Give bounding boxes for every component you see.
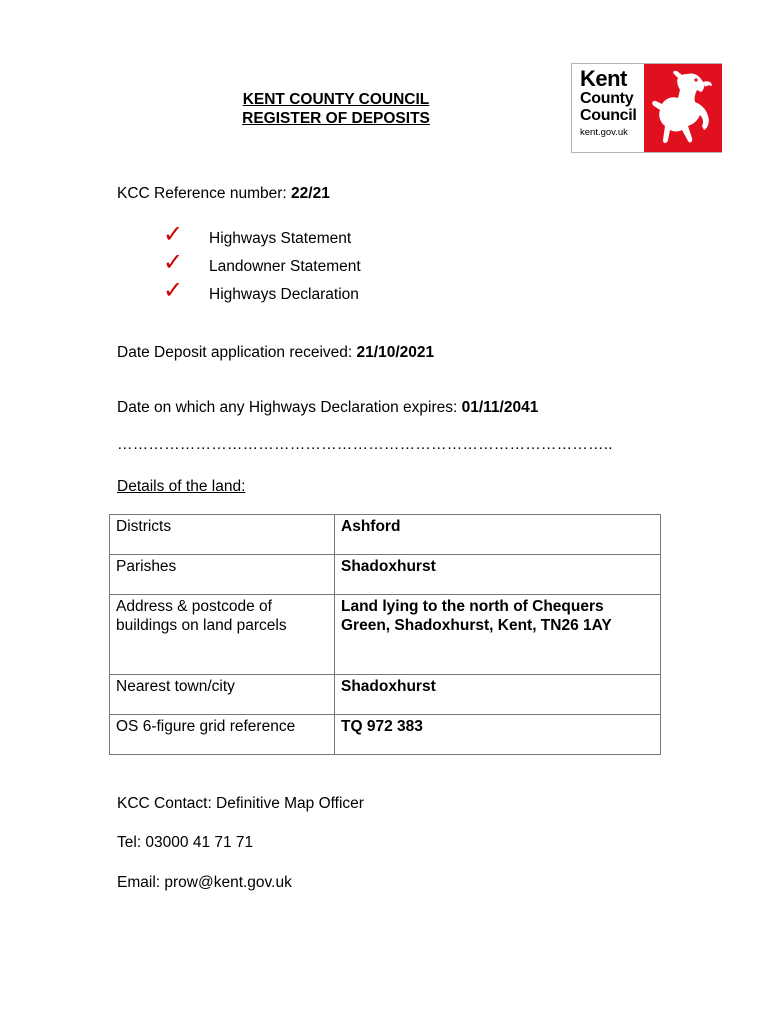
row-label: Districts (110, 515, 335, 555)
checkmark-icon: ✓ (163, 276, 184, 304)
kent-county-council-logo (571, 63, 722, 153)
date-expires-value: 01/11/2041 (461, 399, 539, 416)
reference-value: 22/21 (291, 185, 330, 202)
logo-website: kent.gov.uk (580, 127, 628, 138)
logo-word-council: Council (580, 107, 637, 124)
table-row (110, 595, 661, 675)
logo-wordmark (580, 68, 637, 140)
reference-line (117, 184, 330, 203)
white-horse-icon (648, 68, 718, 148)
checklist-label: Highways Statement (209, 230, 352, 247)
contact-officer: KCC Contact: Definitive Map Officer (117, 795, 364, 812)
row-value: Shadoxhurst (335, 555, 661, 595)
table-row (110, 555, 661, 595)
document-heading (200, 90, 472, 128)
row-label: Address & postcode of buildings on land parcels (110, 595, 335, 675)
row-label: OS 6-figure grid reference (110, 715, 335, 755)
logo-red-panel (644, 64, 722, 152)
date-expires-label: Date on which any Highways Declaration expires: (117, 399, 462, 416)
logo-word-kent: Kent (580, 66, 627, 91)
date-expires-line (117, 398, 538, 417)
land-details-table (109, 514, 661, 755)
table-row (110, 515, 661, 555)
reference-label: KCC Reference number: (117, 185, 292, 202)
row-value: TQ 972 383 (335, 715, 661, 755)
checkmark-icon: ✓ (163, 220, 184, 248)
table-row (110, 715, 661, 755)
date-received-label: Date Deposit application received: (117, 344, 357, 361)
heading-line-1: KENT COUNTY COUNCIL (242, 91, 430, 108)
dotted-separator: ………………………………………………………………………………….. (117, 436, 613, 453)
row-value: Land lying to the north of Chequers Green, Shadoxhurst, Kent, TN26 1AY (335, 595, 661, 675)
checklist-label: Highways Declaration (209, 286, 359, 303)
row-label: Parishes (110, 555, 335, 595)
logo-word-county: County (580, 90, 634, 107)
date-received-value: 21/10/2021 (356, 344, 435, 361)
checkmark-icon: ✓ (163, 248, 184, 276)
contact-telephone: Tel: 03000 41 71 71 (117, 834, 254, 851)
row-value: Ashford (335, 515, 661, 555)
details-heading: Details of the land: (117, 478, 246, 495)
table-row (110, 675, 661, 715)
checklist-label: Landowner Statement (209, 258, 361, 275)
heading-line-2: REGISTER OF DEPOSITS (242, 110, 430, 127)
date-received-line (117, 343, 434, 362)
contact-email[interactable]: Email: prow@kent.gov.uk (117, 874, 292, 891)
row-label: Nearest town/city (110, 675, 335, 715)
row-value: Shadoxhurst (335, 675, 661, 715)
